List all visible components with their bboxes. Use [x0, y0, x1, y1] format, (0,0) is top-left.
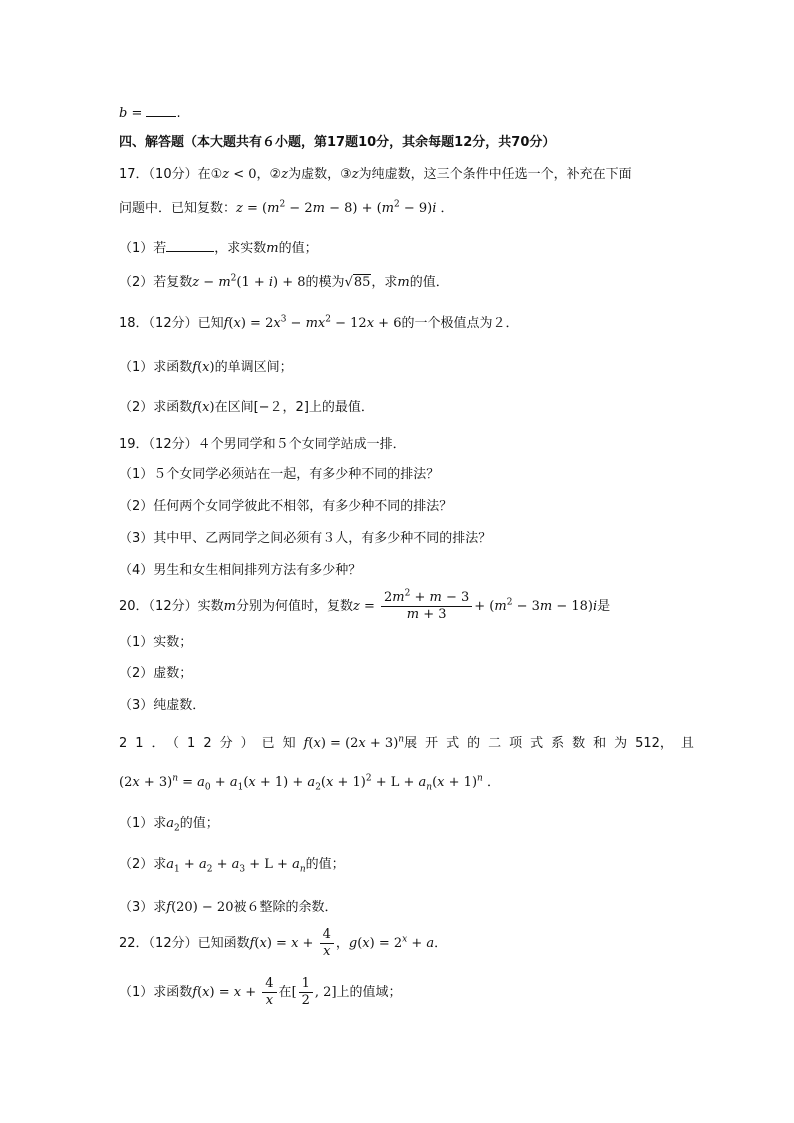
q18-part1: （1）求函数f(x)的单调区间；	[119, 360, 293, 375]
q17-part1: （1）若 ，求实数m的值；	[119, 238, 318, 258]
fraction: $\frac{4}{x}$	[320, 927, 334, 960]
q20-part: （2）虚数；	[119, 666, 193, 681]
q16-tail: b = .	[119, 103, 181, 123]
q18-part2: （2）求函数f(x)在区间[−２，2]上的最值．	[119, 400, 374, 415]
q21-part2: （2）求$a_1 + a_2 + a_3 + L + a_n$的值；	[119, 857, 345, 875]
math-f: $f(x) = 2x^3 - mx^2 - 12x + 6$	[223, 314, 402, 331]
section-heading: 四、解答题（本大题共有６小题，第17题10分，其余每题12分，共70分）	[119, 135, 556, 150]
q22-text: 22．（12分）已知函数f(x) = x + $\frac{4}{x}$ ，$g(x) = 2^x + a$．	[119, 927, 448, 959]
math: z	[222, 167, 230, 182]
q21-expansion: $(2x + 3)^n = a_0 + a_1(x + 1) + a_2(x + 1)^2 + L + a_n(x + 1)^n$ ．	[119, 773, 500, 793]
q19-part: （4）男生和女生相间排列方法有多少种？	[119, 563, 362, 578]
math: $z - m^2(1 + i) + 8$	[192, 273, 306, 290]
answer-blank	[146, 103, 176, 117]
q20-part: （3）纯虚数．	[119, 698, 206, 713]
q19-part: （3）其中甲、乙两同学之间必须有３人，有多少种不同的排法？	[119, 531, 492, 546]
q16-tail-prefix: b =	[119, 106, 147, 121]
q17-line2: 问题中．已知复数：$z = (m^2 - 2m - 8) + (m^2 - 9)i$ ．	[119, 199, 454, 216]
q19-text: 19．（12分）４个男同学和５个女同学站成一排．	[119, 437, 406, 452]
fraction: $\frac{4}{x}$	[262, 976, 276, 1009]
q20-part: （1）实数；	[119, 635, 193, 650]
q21-text: 21．（12分）已知$f(x) = (2x + 3)^n$展开式的二项式系数和为512，且	[119, 734, 702, 751]
answer-blank	[166, 238, 214, 252]
q21-part3: （3）求f(20) − 20被６整除的余数．	[119, 900, 338, 915]
math-complex-z: $z = (m^2 - 2m - 8) + (m^2 - 9)i$	[236, 199, 437, 216]
q21-part1: （1）求$a_2$的值；	[119, 816, 219, 834]
fraction: $\frac{1}{2}$	[299, 976, 313, 1009]
q17-part2: （2）若复数$z - m^2(1 + i) + 8$的模为√85，求m的值．	[119, 273, 449, 290]
q20-text: 20．（12分）实数m分别为何值时，复数z = $\frac{2m^2 + m - 3}{m + 3}$ + $(m^2 - 3m - 18)i$是	[119, 588, 611, 622]
q18-text: 18．（12分）已知$f(x) = 2x^3 - mx^2 - 12x + 6$的一个极值点为２．	[119, 314, 519, 331]
sqrt-85: √85	[344, 275, 371, 290]
fraction: $\frac{2m^2 + m - 3}{m + 3}$	[381, 590, 472, 623]
q19-part: （1）５个女同学必须站在一起，有多少种不同的排法？	[119, 467, 440, 482]
q22-part1: （1）求函数f(x) = x + $\frac{4}{x}$ 在[ $\frac{1}{2}$ , 2]上的值域；	[119, 976, 402, 1008]
q17-line1: 17．（10分）在①z < 0，②z为虚数，③z为纯虚数，这三个条件中任选一个，补充在下面	[119, 167, 632, 182]
q19-part: （2）任何两个女同学彼此不相邻，有多少种不同的排法？	[119, 499, 453, 514]
